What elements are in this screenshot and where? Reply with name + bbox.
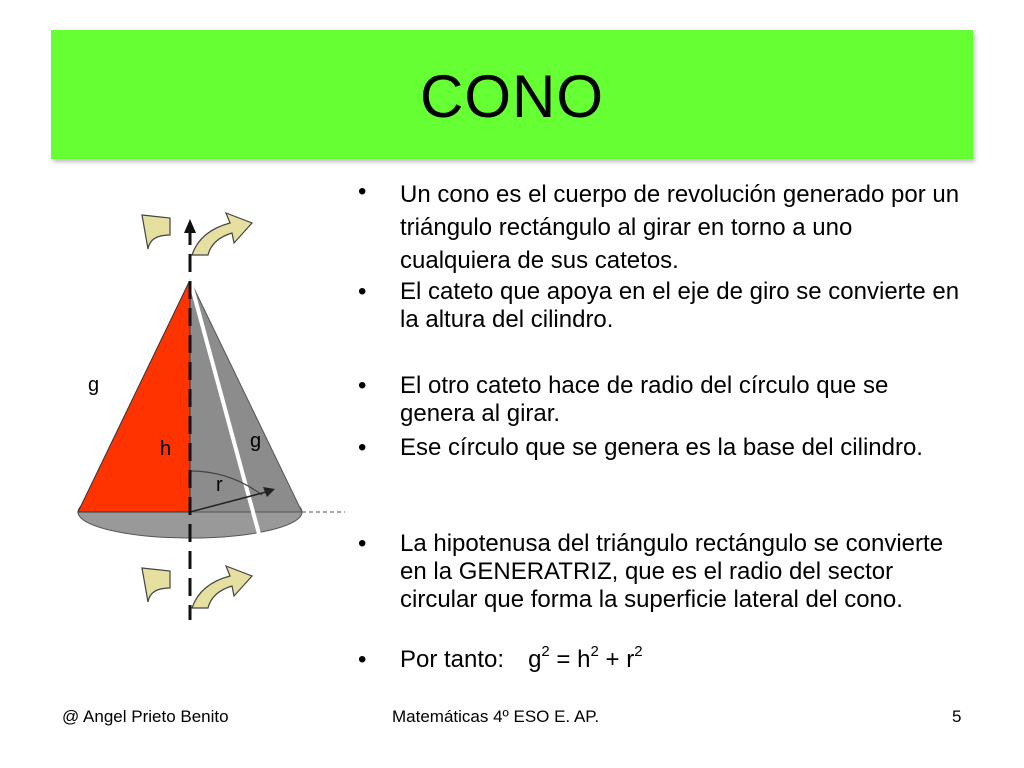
bullet-text: Un cono es el cuerpo de revolución generado por un triángulo rectángulo al girar en torno a uno cualquiera de sus catetos. bbox=[400, 181, 960, 274]
bullet-text: Ese círculo que se genera es la base del cilindro. bbox=[400, 434, 923, 461]
footer-page-number: 5 bbox=[952, 707, 962, 726]
footer-course: Matemáticas 4º ESO E. AP. bbox=[392, 707, 600, 726]
bullet-base bbox=[358, 434, 968, 462]
label-r: r bbox=[216, 474, 223, 496]
slide-title: CONO bbox=[420, 63, 604, 130]
bullet-generatrix bbox=[358, 530, 968, 614]
cone-diagram bbox=[70, 205, 350, 625]
bullet-marker: • bbox=[358, 178, 367, 205]
bullet-marker: • bbox=[358, 434, 367, 461]
formula-lead: Por tanto: bbox=[400, 646, 505, 673]
bullet-marker: • bbox=[358, 646, 367, 673]
formula-plus: + bbox=[598, 646, 627, 673]
formula-exp-h: 2 bbox=[590, 643, 599, 660]
bullet-text: El otro cateto hace de radio del círculo que se genera al girar. bbox=[400, 372, 889, 427]
bullet-radius bbox=[358, 372, 968, 428]
bullet-text: El cateto que apoya en el eje de giro se convierte en la altura del cilindro. bbox=[400, 278, 960, 333]
bullet-marker: • bbox=[358, 278, 367, 305]
label-g-left: g bbox=[88, 374, 100, 396]
bullet-height bbox=[358, 278, 968, 334]
formula-h: h bbox=[577, 646, 591, 673]
right-triangle bbox=[78, 280, 190, 512]
bullet-formula bbox=[358, 643, 968, 674]
rotation-arrow-bottom bbox=[142, 566, 252, 608]
label-g-right: g bbox=[250, 430, 262, 452]
formula-exp-r: 2 bbox=[634, 643, 643, 660]
formula-g: g bbox=[528, 646, 542, 673]
bullet-marker: • bbox=[358, 372, 367, 399]
label-h: h bbox=[160, 438, 172, 460]
cone-lateral-surface bbox=[190, 280, 302, 512]
bullet-text: La hipotenusa del triángulo rectángulo se convierte en la GENERATRIZ, que es el radio del sector circular que forma la superficie lateral del cono. bbox=[400, 530, 944, 613]
cone-illustration bbox=[70, 205, 350, 625]
formula-exp-g: 2 bbox=[541, 643, 550, 660]
title-bar bbox=[51, 30, 973, 159]
bullet-marker: • bbox=[358, 530, 367, 557]
rotation-arrow-top bbox=[142, 213, 252, 255]
formula-r: r bbox=[626, 646, 635, 673]
formula-eq: = bbox=[549, 646, 578, 673]
footer-author: @ Angel Prieto Benito bbox=[62, 707, 229, 726]
bullet-definition bbox=[358, 178, 968, 277]
axis-arrowhead bbox=[184, 219, 196, 233]
